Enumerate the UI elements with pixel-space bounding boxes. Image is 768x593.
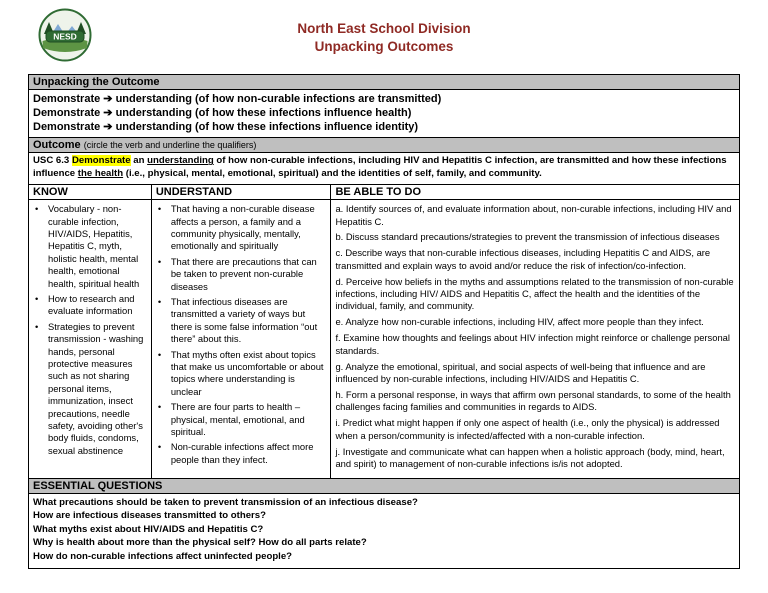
text-segment: an [130,155,148,167]
title-line-1: North East School Division [297,21,471,36]
understand-item-text: There are four parts to health – physical, mental, emotional, and spiritual. [170,401,305,438]
title-line-2: Unpacking Outcomes [314,39,454,55]
be-able-item: c. Describe ways that non-curable infectious diseases, including Hepatitis C and AIDS, are transmitted and explain ways to avoid and/or reduce the risk of infection/co-infection. [335,247,711,271]
bullet-glyph: • [157,295,162,307]
essential-question: What myths exist about HIV/AIDS and Hepatitis C? [33,523,264,535]
understand-item-text: That having a non-curable disease affects a person, a family and a community physically, mentally, emotionally and spiritually [170,203,315,252]
know-list [29,200,152,478]
be-able-item: f. Examine how thoughts and feelings about HIV infection might reinforce or challenge personal standards. [335,332,730,356]
bullet-glyph: • [157,255,162,267]
text-segment: understanding [147,155,214,167]
understand-list-item [158,256,327,293]
section-header-outcome [29,138,739,153]
logo-text: NESD [53,31,77,42]
bullet-glyph: • [157,401,162,413]
understand-list-item [158,296,327,346]
essential-question: What precautions should be taken to prevent transmission of an infectious disease? [33,496,418,508]
understand-list-item [158,401,327,438]
bullet-glyph: • [35,320,39,332]
understand-list [152,200,332,478]
demonstrate-line: Demonstrate ➔ understanding (of how these infections influence identity) [33,121,419,134]
text-segment: and the identities of self, family, and community. [321,168,542,180]
column-header-be-able-to-do: BE ABLE TO DO [335,186,422,199]
be-able-to-do-list [331,200,739,478]
be-able-item: a. Identify sources of, and evaluate information about, non-curable infections, including HIV and Hepatitis C. [335,203,732,227]
understand-item-text: That myths often exist about topics that make us uncomfortable or about topics where understanding is unclear [170,348,324,397]
be-able-item: b. Discuss standard precautions/strategies to prevent the transmission of infectious diseases [335,231,720,243]
essential-question: Why is health about more than the physical self? How do all parts relate? [33,537,367,549]
nesd-logo-icon [38,8,92,62]
know-item-text: Vocabulary - non-curable infection, HIV/AIDS, Hepatitis, Hepatitis C, myth, holistic health, mental health, emotional health, spiritual health [48,203,140,289]
demonstrate-lines [29,90,739,138]
demonstrate-line: Demonstrate ➔ understanding (of how these infections influence health) [33,107,412,120]
section-header-essential-questions: ESSENTIAL QUESTIONS [29,479,739,494]
be-able-item: h. Form a personal response, in ways that affirm own personal standards, to some of the health challenges facing families and communities in regards to AIDS. [335,388,731,413]
know-list-item [35,293,147,318]
page-title [0,0,768,56]
essential-question: How do non-curable infections affect uninfected people? [33,550,293,562]
know-list-item [35,321,147,457]
document-header [0,0,768,70]
understand-list-item [158,441,327,466]
understand-item-text: That there are precautions that can be taken to prevent non-curable diseases [170,255,317,292]
column-header-understand: UNDERSTAND [152,185,332,199]
text-segment: Demonstrate [71,155,131,167]
be-able-item: j. Investigate and communicate what can happen when a holistic approach (body, mind, heart, and spirit) to management of non-curable infections is/is not adopted. [335,445,725,469]
bullet-glyph: • [35,203,39,215]
demonstrate-line: Demonstrate ➔ understanding (of how non-curable infections are transmitted) [33,93,442,105]
bullet-glyph: • [157,441,162,453]
outcome-note: (circle the verb and underline the qualifiers) [83,140,257,151]
bullet-glyph: • [157,348,162,360]
be-able-item: g. Analyze the emotional, spiritual, and social aspects of well-being that influence and are influenced by non-curable infections, including HIV/AIDS and Hepatitis C. [335,360,706,384]
outcome-statement [29,153,739,185]
text-segment: of how non-curable infections, including HIV and Hepatitis C infection, are transmitted and how these infections influence [33,155,727,180]
be-able-item: d. Perceive how beliefs in the myths and assumptions related to the transmission of non-curable infections, including HIV/ AIDS and Hepatitis C, affect the health and the identities of the individual, family, and community. [335,275,734,312]
text-segment: the health [77,168,124,180]
text-segment: (i.e., physical, mental, emotional, spiritual) [123,168,322,180]
essential-questions-list [29,494,739,568]
essential-question: How are infectious diseases transmitted to others? [33,510,266,522]
be-able-item: e. Analyze how non-curable infections, including HIV, affect more people than they infect. [335,316,704,328]
know-item-text: How to research and evaluate information [48,292,135,317]
be-able-item: i. Predict what might happen if only one aspect of health (i.e., only the physical) is addressed when a person/community is infected/affected with a non-curable infection. [335,417,720,441]
understand-list-item [158,349,327,399]
know-item-text: Strategies to prevent transmission - washing hands, personal protective measures such as not sharing personal items, immunization, insect precautions, needle safety, avoiding other's body fluids, condoms, sexual abstinence [48,320,144,456]
understand-list-item [158,203,327,253]
section-header-unpacking: Unpacking the Outcome [29,75,739,90]
bullet-glyph: • [157,203,162,215]
know-list-item [35,203,147,290]
understand-item-text: Non-curable infections affect more people than they infect. [170,441,314,465]
column-body-row [29,200,739,479]
understand-item-text: That infectious diseases are transmitted a variety of ways but there is some false information “out there” about this. [170,295,318,345]
text-segment: USC 6.3 [33,155,72,167]
column-header-know: KNOW [29,185,152,199]
bullet-glyph: • [35,292,39,304]
column-headers-row [29,185,739,200]
unpacking-table [28,74,740,569]
outcome-label: Outcome [33,139,81,152]
